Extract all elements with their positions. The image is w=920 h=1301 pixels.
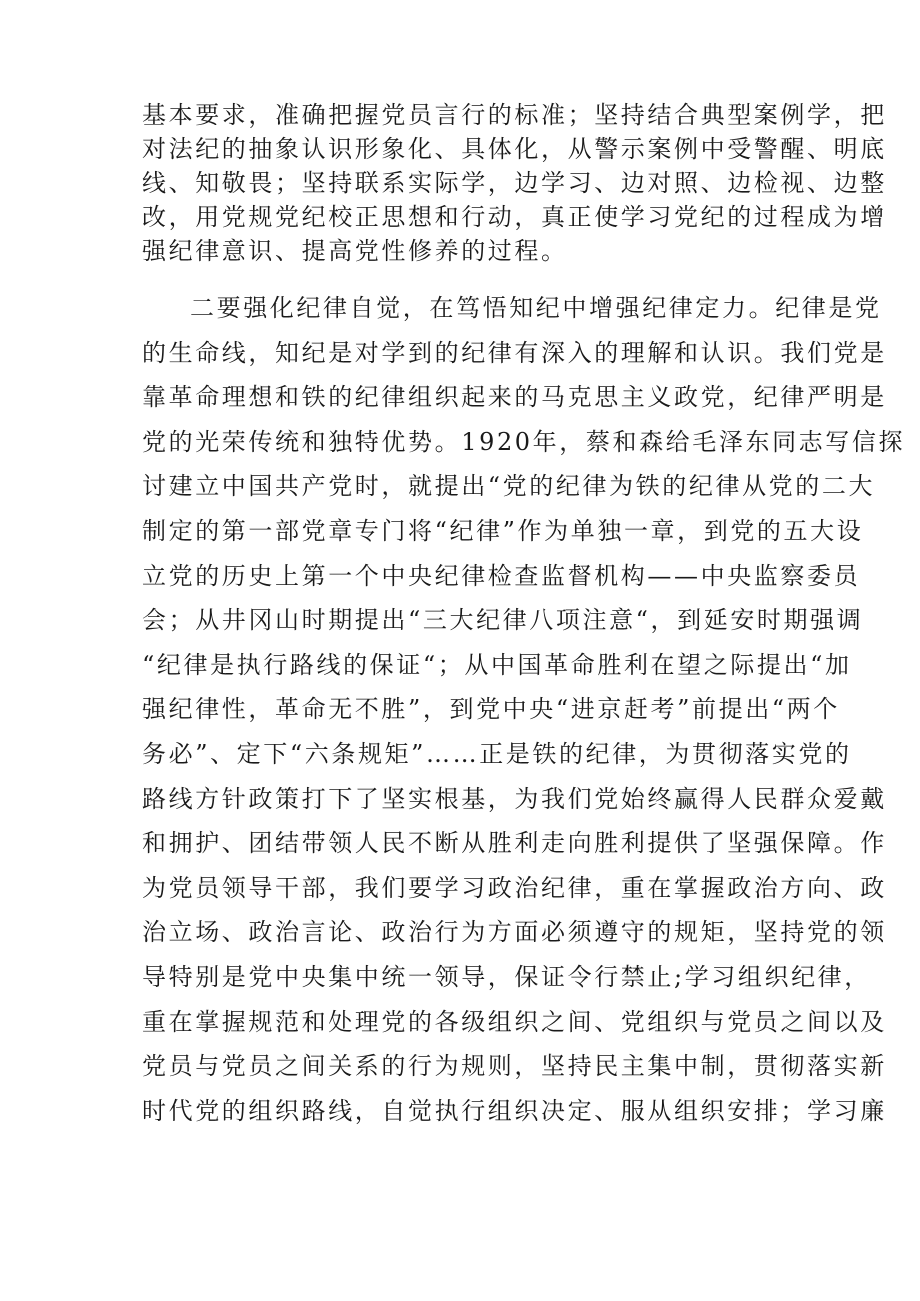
text-line: 党员与党员之间关系的行为规则，坚持民主集中制，贯彻落实新 <box>142 1052 887 1081</box>
text-line: 导特别是党中央集中统一领导，保证令行禁止;学习组织纪律， <box>142 962 871 991</box>
text-line: 会；从井冈山时期提出“三大纪律八项注意“，到延安时期强调 <box>142 606 864 635</box>
text-line: 强纪律性，革命无不胜”，到党中央“进京赶考”前提出“两个 <box>142 695 840 724</box>
text-line: 改，用党规党纪校正思想和行动，真正使学习党纪的过程成为增 <box>142 203 887 231</box>
text-line: 讨建立中国共产党时，就提出“党的纪律为铁的纪律从党的二大 <box>142 472 876 501</box>
paragraph-1 <box>142 98 887 268</box>
text-line: 的生命线，知纪是对学到的纪律有深入的理解和认识。我们党是 <box>142 338 887 367</box>
text-line: 重在掌握规范和处理党的各级组织之间、党组织与党员之间以及 <box>142 1007 887 1036</box>
text-line: 靠革命理想和铁的纪律组织起来的马克思主义政党，纪律严明是 <box>142 383 887 412</box>
text-line: “纪律是执行路线的保证“；从中国革命胜利在望之际提出“加 <box>142 650 852 679</box>
text-line: 务必”、定下“六条规矩”……正是铁的纪律，为贯彻落实党的 <box>142 739 852 768</box>
paragraph-gap <box>142 268 782 286</box>
text-line: 立党的历史上第一个中央纪律检查监督机构——中央监察委员 <box>142 561 861 590</box>
text-line: 和拥护、团结带领人民不断从胜利走向胜利提供了坚强保障。作 <box>142 829 887 858</box>
text-line: 基本要求，准确把握党员言行的标准；坚持结合典型案例学，把 <box>142 101 887 129</box>
text-line: 路线方针政策打下了坚实根基，为我们党始终赢得人民群众爱戴 <box>142 784 887 813</box>
text-line: 线、知敬畏；坚持联系实际学，边学习、边对照、边检视、边整 <box>142 169 887 197</box>
text-line: 强纪律意识、提高党性修养的过程。 <box>142 237 568 265</box>
text-line: 制定的第一部党章专门将“纪律”作为单独一章，到党的五大设 <box>142 516 864 545</box>
text-line: 二要强化纪律自觉，在笃悟知纪中增强纪律定力。纪律是党 <box>190 294 882 322</box>
text-line: 时代党的组织路线，自觉执行组织决定、服从组织安排；学习廉 <box>142 1096 887 1125</box>
paragraph-2 <box>142 286 906 1133</box>
text-line: 治立场、政治言论、政治行为方面必须遵守的规矩，坚持党的领 <box>142 918 887 947</box>
text-line: 党的光荣传统和独特优势。1920年，蔡和森给毛泽东同志写信探 <box>142 427 906 456</box>
text-line: 为党员领导干部，我们要学习政治纪律，重在掌握政治方向、政 <box>142 873 887 902</box>
document-page <box>142 98 906 1133</box>
text-line: 对法纪的抽象认识形象化、具体化，从警示案例中受警醒、明底 <box>142 135 887 163</box>
